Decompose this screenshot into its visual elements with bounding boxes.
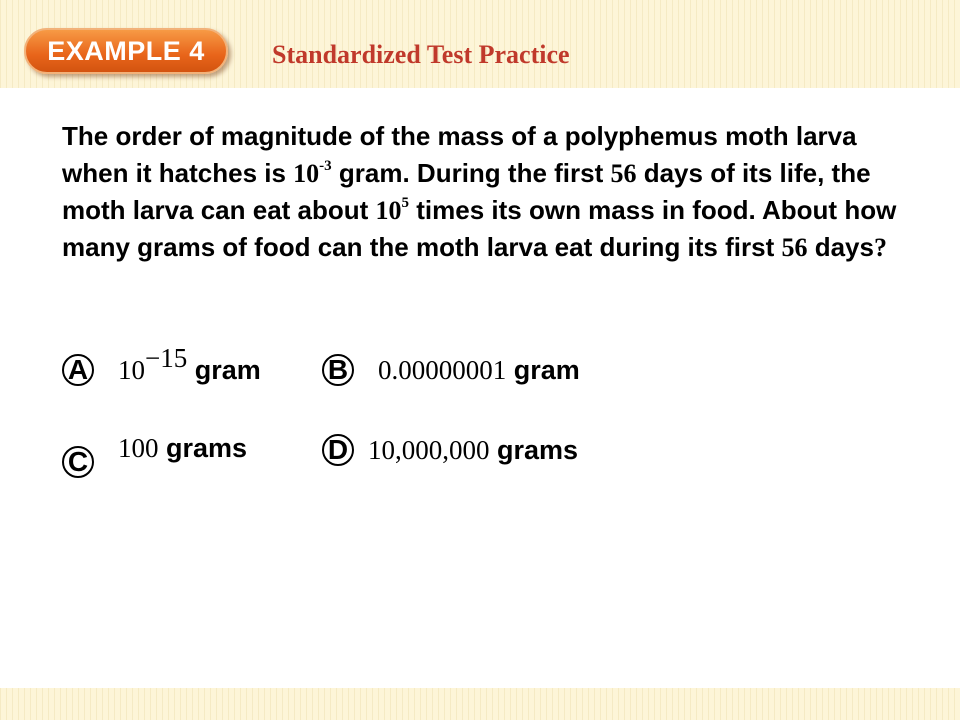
choice-a[interactable] [62,342,261,390]
choice-c-value: 100 [118,432,159,463]
choice-a-base: 10 [118,354,145,385]
day-count: 56 [610,159,637,188]
exponent-power: -3 [319,158,332,174]
exponent-base: 10 [293,159,320,188]
choice-d[interactable] [322,430,578,470]
question-mark: ? [873,233,887,262]
problem-text-part: days [807,232,874,262]
problem-text-part: days of its life, the moth larva can eat about [62,158,871,225]
choice-a-text [118,342,261,386]
problem-text-part: times its own mass in food. About how many grams of food can the moth larva eat during its first [62,195,897,262]
problem-text-part: gram. During the first [331,158,611,188]
choice-b-unit: gram [506,354,580,385]
choice-b[interactable] [322,350,580,390]
choice-d-unit: grams [489,434,579,465]
choice-c-unit: grams [158,432,248,463]
choice-c-text [118,433,247,464]
page-title: Standardized Test Practice [272,40,570,69]
choice-b-value: 0.00000001 [378,354,507,385]
choice-c-letter-circle: C [62,446,94,478]
example-badge [24,28,228,74]
day-count: 56 [781,233,808,262]
problem-text [62,118,912,266]
example-badge-label: EXAMPLE 4 [47,35,205,66]
problem-text-part: The order of magnitude of the mass of a polyphemus moth larva when it hatches is [62,121,857,188]
choice-c[interactable] [62,428,248,477]
choice-a-exponent: −15 [145,342,188,373]
footer-band [0,688,960,720]
choice-a-unit: gram [187,354,261,385]
exponent-base: 10 [375,196,402,225]
choice-d-text [368,435,578,466]
exponent-power: 5 [401,195,410,211]
choice-b-letter-circle: B [322,354,354,386]
choice-d-value: 10,000,000 [368,434,490,465]
choice-b-text [378,355,580,386]
choice-a-letter-circle: A [62,354,94,386]
choice-d-letter-circle: D [322,434,354,466]
